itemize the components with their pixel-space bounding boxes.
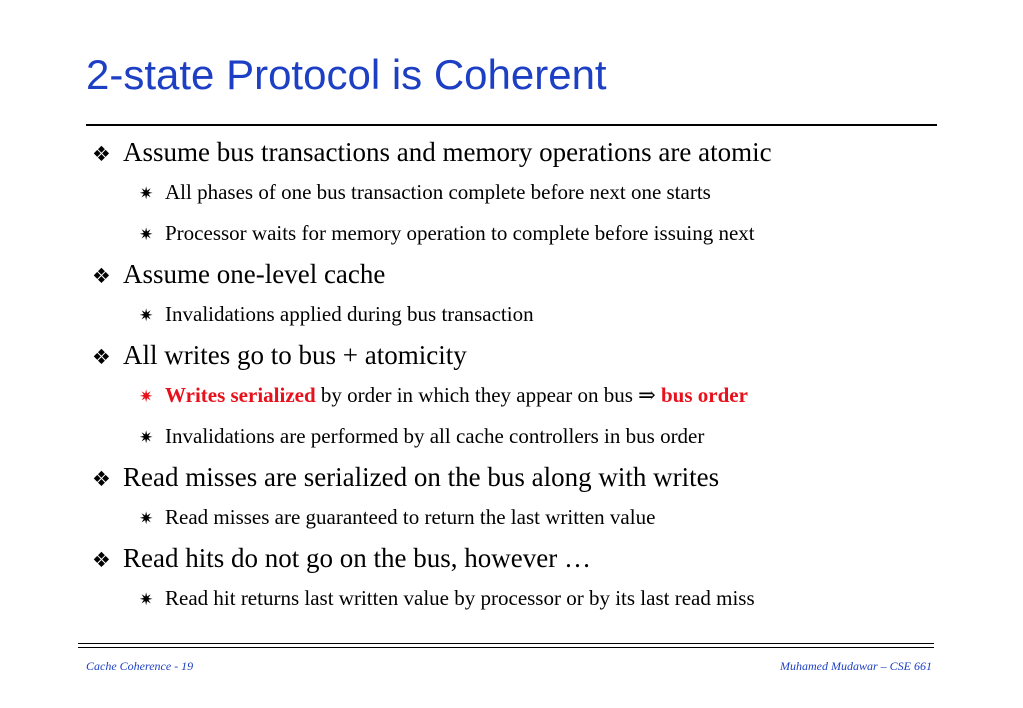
sub-bullet-item xyxy=(139,173,952,214)
footer-author: Muhamed Mudawar – CSE 661 xyxy=(780,659,932,673)
diamond-bullet-icon: ❖ xyxy=(92,548,111,572)
bullet-text: Assume one-level cache xyxy=(123,259,386,289)
asterisk-bullet-icon: ✷ xyxy=(139,509,154,529)
sub-bullet-item xyxy=(139,498,952,539)
bullet-item xyxy=(92,336,952,376)
plain-text: by order in which they appear on bus ⇒ xyxy=(315,383,661,407)
footer-divider xyxy=(78,643,934,644)
bullet-text: All writes go to bus + atomicity xyxy=(123,340,467,370)
sub-bullet-text: Processor waits for memory operation to complete before issuing next xyxy=(165,221,755,245)
sub-bullet-item xyxy=(139,214,952,255)
title-divider xyxy=(86,124,937,126)
sub-bullet-item xyxy=(139,295,952,336)
sub-bullet-text: Read misses are guaranteed to return the last written value xyxy=(165,505,656,529)
footer-slide-number: Cache Coherence - 19 xyxy=(86,659,194,673)
asterisk-bullet-icon: ✷ xyxy=(139,428,154,448)
asterisk-bullet-icon: ✷ xyxy=(139,306,154,326)
slide-title: 2-state Protocol is Coherent xyxy=(86,51,607,98)
sub-bullet-text: Read hit returns last written value by processor or by its last read miss xyxy=(165,586,755,610)
bullet-text: Read misses are serialized on the bus along with writes xyxy=(123,462,720,492)
emphasis-text: bus order xyxy=(661,383,748,407)
asterisk-bullet-icon: ✷ xyxy=(139,590,154,610)
bullet-list xyxy=(92,133,952,620)
diamond-bullet-icon: ❖ xyxy=(92,467,111,491)
asterisk-bullet-icon: ✷ xyxy=(139,184,154,204)
bullet-item xyxy=(92,255,952,295)
bullet-text: Read hits do not go on the bus, however … xyxy=(123,543,591,573)
bullet-item xyxy=(92,539,952,579)
sub-bullet-text: Invalidations are performed by all cache controllers in bus order xyxy=(165,424,705,448)
footer-divider xyxy=(78,647,934,648)
sub-bullet-item xyxy=(139,579,952,620)
sub-bullet-item xyxy=(139,376,952,417)
emphasis-text: Writes serialized xyxy=(165,383,316,407)
diamond-bullet-icon: ❖ xyxy=(92,264,111,288)
sub-bullet-text: All phases of one bus transaction complete before next one starts xyxy=(165,180,711,204)
diamond-bullet-icon: ❖ xyxy=(92,345,111,369)
bullet-text: Assume bus transactions and memory operations are atomic xyxy=(123,137,772,167)
sub-bullet-text: Invalidations applied during bus transaction xyxy=(165,302,534,326)
bullet-item xyxy=(92,133,952,173)
diamond-bullet-icon: ❖ xyxy=(92,142,111,166)
sub-bullet-item xyxy=(139,417,952,458)
sub-bullet-text xyxy=(165,376,748,415)
bullet-item xyxy=(92,458,952,498)
asterisk-bullet-icon: ✷ xyxy=(139,387,154,407)
asterisk-bullet-icon: ✷ xyxy=(139,225,154,245)
